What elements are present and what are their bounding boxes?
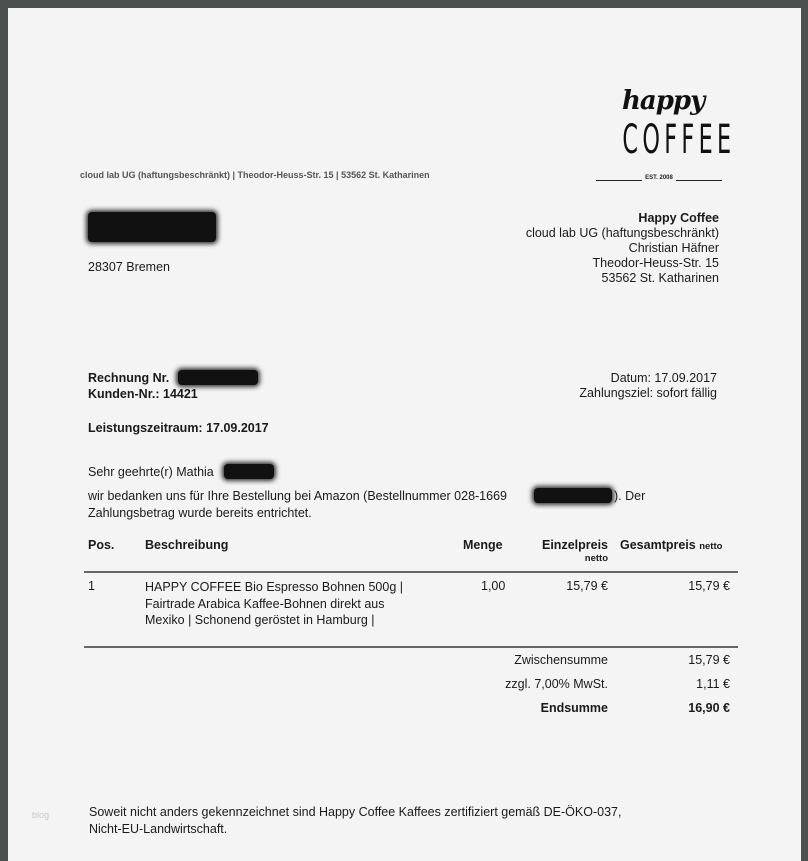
vat-value: 1,11 € [696,677,730,691]
certification-note [89,804,621,838]
col-header-unit-price-sub: netto [584,553,608,564]
row-description-line: HAPPY COFFEE Bio Espresso Bohnen 500g | [145,580,404,594]
happy-coffee-logo [596,86,736,186]
redacted-recipient-name [88,212,216,242]
row-unit-price: 15,79 € [566,579,608,593]
col-header-description: Beschreibung [145,538,229,552]
col-header-total-price-sub: netto [699,541,723,552]
table-footer-rule [84,646,738,648]
col-header-unit-price [520,538,608,565]
company-city: 53562 St. Katharinen [601,271,719,285]
row-pos: 1 [88,579,95,593]
col-header-pos: Pos. [88,538,115,552]
customer-number: Kunden-Nr.: 14421 [88,387,198,401]
total-value: 16,90 € [688,701,730,715]
row-quantity: 1,00 [481,579,506,593]
greeting: Sehr geehrte(r) Mathia [88,465,214,479]
redacted-customer-surname [224,464,274,479]
row-description-line: Fairtrade Arabica Kaffee-Bohnen direkt aus [145,596,385,611]
invoice-date-block [467,371,717,401]
logo-rule-right [676,180,722,181]
subtotal-label: Zwischensumme [514,653,608,667]
row-description [145,579,445,629]
logo-coffee-text: COFFEE [622,117,736,163]
vat-label: zzgl. 7,00% MwSt. [505,677,608,691]
total-label: Endsumme [540,701,608,715]
subtotal-value: 15,79 € [688,653,730,667]
company-address [419,211,719,286]
company-contact: Christian Häfner [628,241,719,255]
invoice-number-label: Rechnung Nr. [88,371,170,385]
row-description-line: Mexiko | Schonend geröstet in Hamburg | [145,613,375,627]
redacted-invoice-number [178,370,258,385]
invoice-date: Datum: 17.09.2017 [610,371,717,385]
recipient-city: 28307 Bremen [88,260,171,274]
letter-body-line1-end: ). Der [614,489,646,503]
col-header-total-price-label: Gesamtpreis [620,538,696,552]
letter-body-line1: wir bedanken uns für Ihre Bestellung bei Amazon (Bestellnummer 028-1669 [88,489,507,503]
company-name: Happy Coffee [638,211,719,225]
col-header-unit-price-label: Einzelpreis [542,538,608,552]
letter-body-line2: Zahlungsbetrag wurde bereits entrichtet. [88,506,312,520]
certification-note-line2: Nicht-EU-Landwirtschaft. [89,822,228,836]
blog-watermark: blog [32,810,50,820]
payment-terms: Zahlungsziel: sofort fällig [579,386,717,400]
sender-address-line: cloud lab UG (haftungsbeschränkt) | Theodor-Heuss-Str. 15 | 53562 St. Katharinen [80,170,430,180]
col-header-quantity: Menge [463,538,503,552]
redacted-order-number [534,488,612,503]
col-header-total-price [620,538,722,554]
logo-tagline: EST. 2008 [645,175,673,181]
table-header-rule [84,571,738,573]
service-period: Leistungszeitraum: 17.09.2017 [88,421,269,435]
company-legal-name: cloud lab UG (haftungsbeschränkt) [525,226,719,240]
logo-happy-text: happy [622,86,705,116]
row-total-price: 15,79 € [688,579,730,593]
logo-rule-left [596,180,642,181]
company-street: Theodor-Heuss-Str. 15 [592,256,719,270]
certification-note-line1: Soweit nicht anders gekennzeichnet sind Happy Coffee Kaffees zertifiziert gemäß DE-ÖKO-037, [89,805,622,819]
